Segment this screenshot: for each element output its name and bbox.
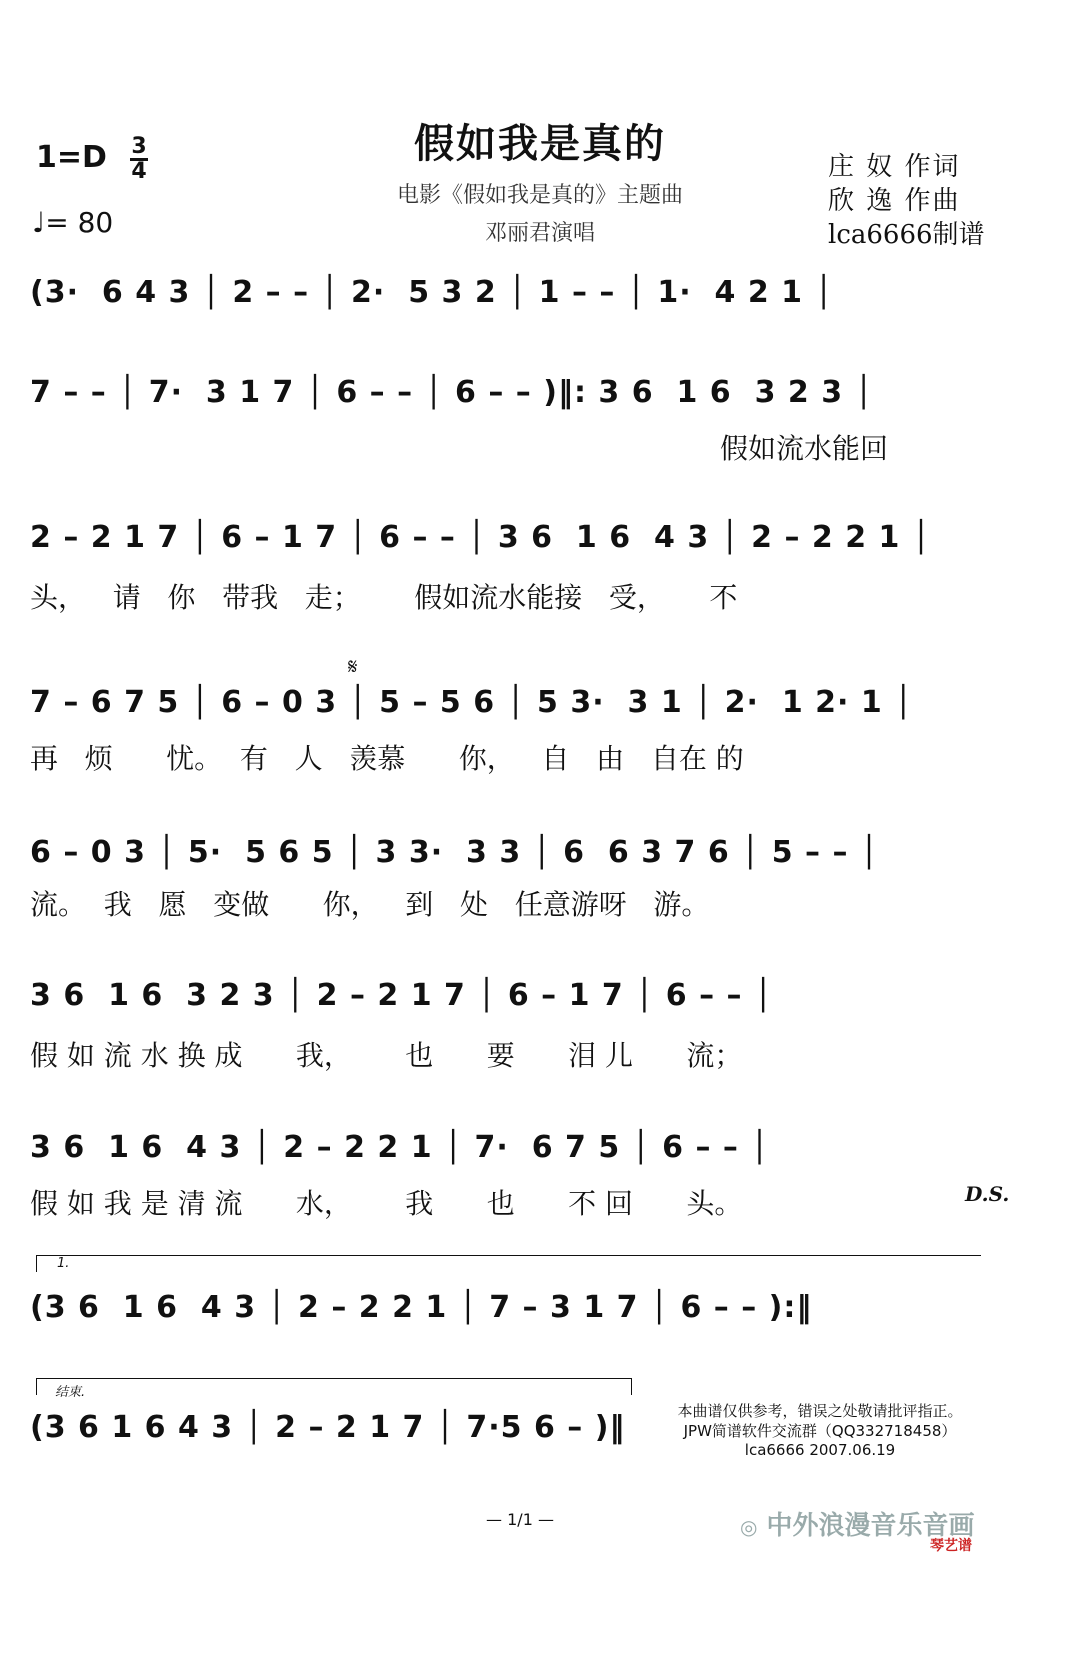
ds-mark: D.S. xyxy=(965,1182,1010,1206)
notes-row-3: 2 – 2 1 7 │ 6 – 1 7 │ 6 – – │ 3 6 1 6 4 3 │ 2 – 2 2 1 │ xyxy=(30,520,931,555)
score-title: 假如我是真的 xyxy=(414,120,666,167)
notes-row-9: (3 6 1 6 4 3 │ 2 – 2 1 7 │ 7·5 6 – )‖ xyxy=(30,1410,626,1445)
volta-1-label: 1. xyxy=(57,1256,70,1271)
lyrics-row-4: 再 烦 忧。 有 人 羡慕 你， 自 由 自在 的 xyxy=(30,742,744,775)
notes-row-6: 3 6 1 6 3 2 3 │ 2 – 2 1 7 │ 6 – 1 7 │ 6 – – │ xyxy=(30,978,774,1013)
score-row-9 xyxy=(30,1410,630,1460)
volta-bracket-1 xyxy=(36,1255,981,1272)
time-signature xyxy=(130,136,148,183)
notes-row-8: (3 6 1 6 4 3 │ 2 – 2 2 1 │ 7 – 3 1 7 │ 6 – – ):‖ xyxy=(30,1290,813,1325)
lyrics-row-3: 头， 请 你 带我 走； 假如流水能接 受， 不 xyxy=(30,581,738,614)
lyrics-row-6: 假 如 流 水 换 成 我， 也 要 泪 儿 流； xyxy=(30,1039,743,1072)
notes-row-4: 7 – 6 7 5 │ 6 – 0 3 │ 5 – 5 6 │ 5 3· 3 1 │ 2· 1 2· 1 │ xyxy=(30,685,914,720)
watermark-brand: 琴艺谱 xyxy=(930,1538,972,1554)
volta-bracket-end xyxy=(36,1378,632,1400)
footer-note-1: 本曲谱仅供参考，错误之处敬请批评指正。 xyxy=(677,1402,963,1420)
lyrics-row-2: 假如流水能回 xyxy=(720,432,889,465)
notes-row-7: 3 6 1 6 4 3 │ 2 – 2 2 1 │ 7· 6 7 5 │ 6 – – │ xyxy=(30,1130,770,1165)
volta-end-label: 结束. xyxy=(55,1385,86,1400)
transcriber-credit: lca6666制谱 xyxy=(828,220,985,250)
wechat-icon: ◎ xyxy=(740,1515,758,1539)
lyrics-row-5: 流。 我 愿 变做 你， 到 处 任意游呀 游。 xyxy=(30,888,710,921)
time-sig-top: 3 xyxy=(131,134,147,159)
score-row-3 xyxy=(30,520,990,614)
footer-note-3: lca6666 2007.06.19 xyxy=(744,1441,896,1459)
time-sig-bottom: 4 xyxy=(131,159,147,184)
score-row-2 xyxy=(30,375,990,465)
page-number: — 1/1 — xyxy=(486,1510,554,1529)
footer-note-2: JPW简谱软件交流群（QQ332718458） xyxy=(683,1422,957,1440)
notes-row-5: 6 – 0 3 │ 5· 5 6 5 │ 3 3· 3 3 │ 6 6 3 7 6 │ 5 – – │ xyxy=(30,835,879,870)
lyricist-credit: 庄 奴 作词 xyxy=(828,152,961,182)
score-row-1 xyxy=(30,275,990,325)
singer-credit: 邓丽君演唱 xyxy=(484,221,595,246)
composer-credit: 欣 逸 作曲 xyxy=(828,186,961,216)
score-row-4 xyxy=(30,655,990,775)
watermark-text: 中外浪漫音乐音画 xyxy=(766,1511,975,1541)
score-subtitle: 电影《假如我是真的》主题曲 xyxy=(396,183,683,208)
score-row-6 xyxy=(30,978,990,1072)
notes-row-1: (3· 6 4 3 │ 2 – – │ 2· 5 3 2 │ 1 – – │ 1· 4 2 1 │ xyxy=(30,275,834,310)
score-row-5 xyxy=(30,835,990,921)
score-row-8 xyxy=(30,1290,990,1340)
tempo-mark: ♩= 80 xyxy=(32,206,114,239)
key-signature: 1=D xyxy=(36,140,107,175)
lyrics-row-7: 假 如 我 是 清 流 水， 我 也 不 回 头。 xyxy=(30,1187,743,1220)
segno-mark: 𝄋 xyxy=(348,655,358,680)
notes-row-2: 7 – – │ 7· 3 1 7 │ 6 – – │ 6 – – )‖: 3 6 1 6 3 2 3 │ xyxy=(30,375,874,410)
